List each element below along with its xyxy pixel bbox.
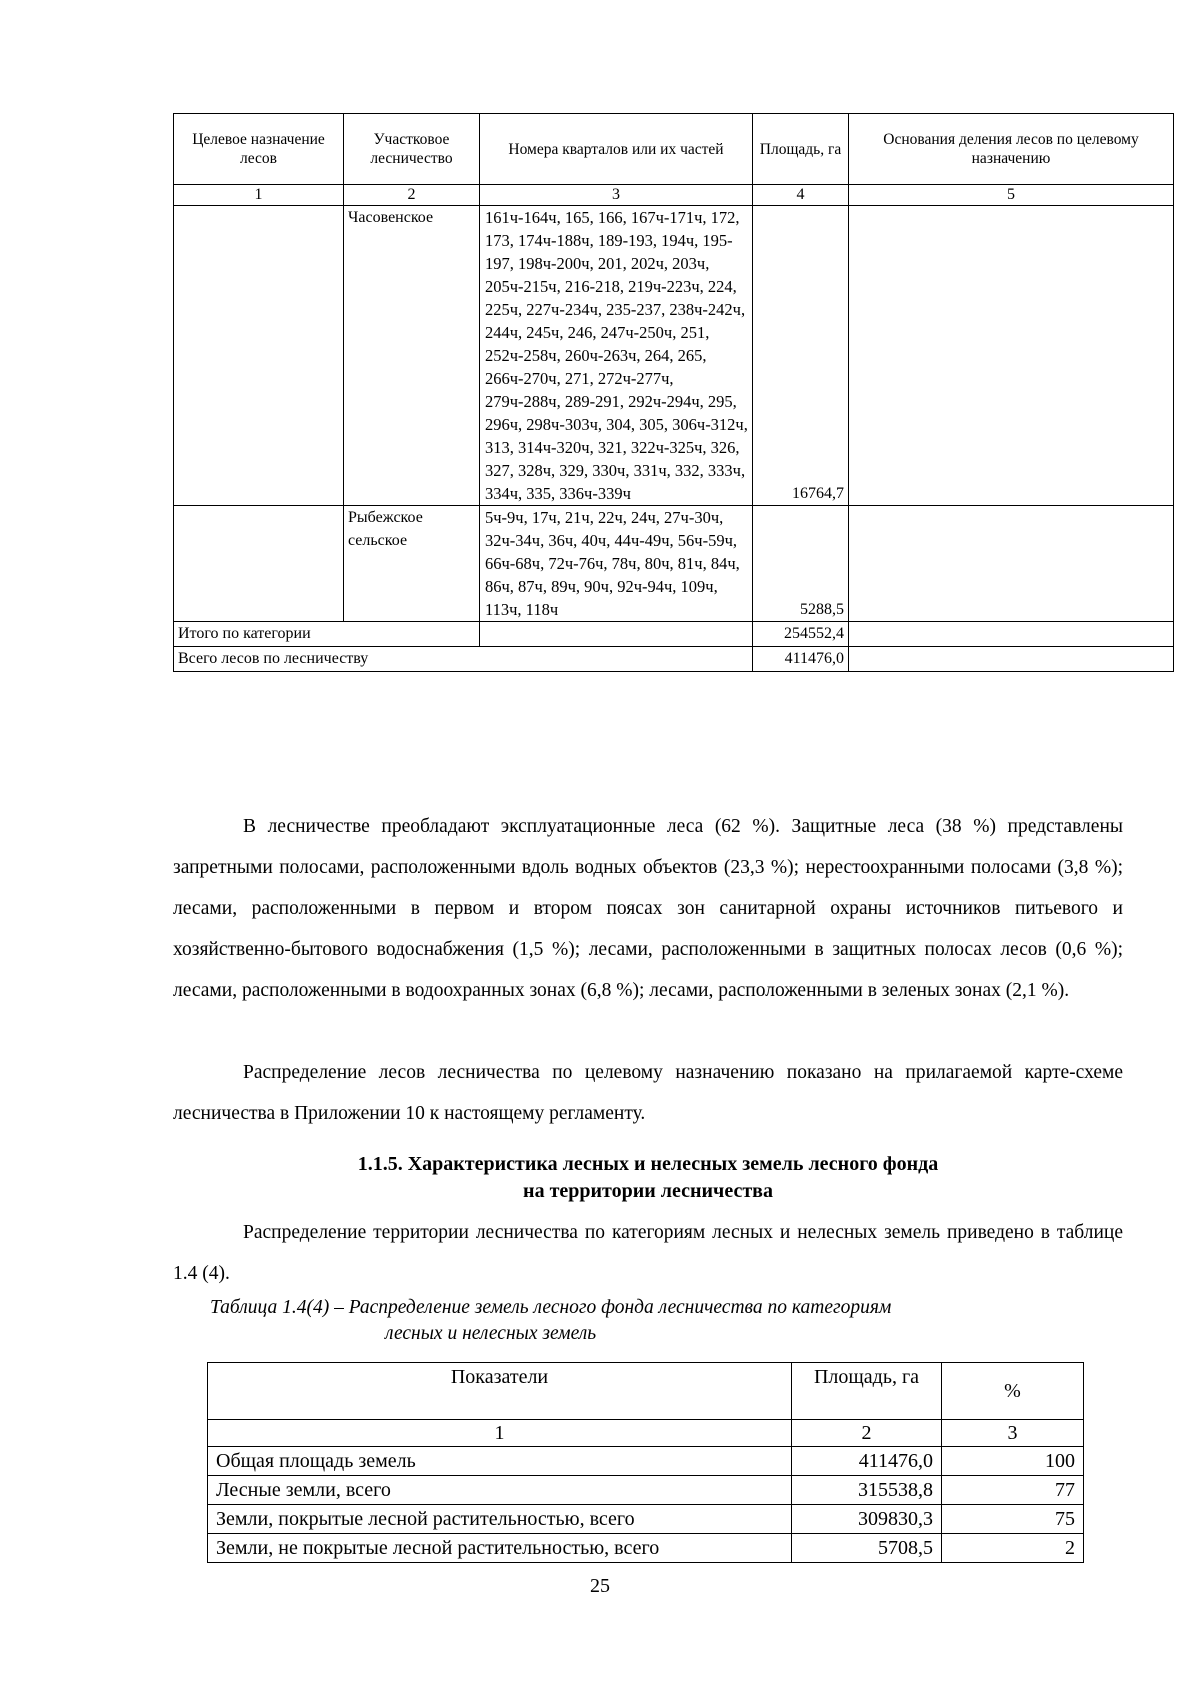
total-category-empty	[480, 622, 753, 647]
header-area: Площадь, га	[753, 114, 849, 185]
paragraph-protective-forests: В лесничестве преобладают эксплуатационные леса (62 %). Защитные леса (38 %) представлены запретными полосами, расположенными вдоль водных объектов (23,3 %); нерестоохранными полосами (3,8 %); лесами, расположенными в первом и втором поясах зон санитарной охраны источников питьевого и хозяйственно-бытового водоснабжения (1,5 %); лесами, расположенными в защитных полосах лесов (0,6 %); лесами, расположенными в водоохранных зонах (6,8 %); лесами, расположенными в зеленых зонах (2,1 %).	[173, 816, 1123, 1001]
cell-percent: 100	[942, 1447, 1084, 1476]
total-all-basis	[849, 647, 1174, 672]
cell-area: 309830,3	[792, 1505, 942, 1534]
col-number: 2	[792, 1420, 942, 1447]
table-header-row	[174, 114, 1174, 185]
section-heading-line1: 1.1.5. Характеристика лесных и нелесных земель лесного фонда	[357, 1153, 939, 1175]
paragraph-land-categories: Распределение территории лесничества по категориям лесных и нелесных земель приведено в таблице 1.4 (4).	[173, 1222, 1123, 1284]
col-number: 4	[753, 185, 849, 206]
col-number: 1	[174, 185, 344, 206]
header-purpose: Целевое назначение лесов	[174, 114, 344, 185]
col-number: 2	[344, 185, 480, 206]
cell-quarters: 161ч-164ч, 165, 166, 167ч-171ч, 172, 173, 174ч-188ч, 189-193, 194ч, 195-197, 198ч-200ч, 201, 202ч, 203ч, 205ч-215ч, 216-218, 219ч-223ч, 224, 225ч, 227ч-234ч, 235-237, 238ч-242ч, 244ч, 245ч, 246, 247ч-250ч, 251, 252ч-258ч, 260ч-263ч, 264, 265, 266ч-270ч, 271, 272ч-277ч, 279ч-288ч, 289-291, 292ч-294ч, 295, 296ч, 298ч-303ч, 304, 305, 306ч-312ч, 313, 314ч-320ч, 321, 322ч-325ч, 326, 327, 328ч, 329, 330ч, 331ч, 332, 333ч, 334ч, 335, 336ч-339ч	[480, 206, 753, 506]
total-category-row	[174, 622, 1174, 647]
total-all-row	[174, 647, 1174, 672]
header-quarters: Номера кварталов или их частей	[480, 114, 753, 185]
cell-district: Рыбежское сельское	[344, 506, 480, 622]
table-row	[208, 1447, 1084, 1476]
cell-area: 5708,5	[792, 1534, 942, 1563]
cell-basis	[849, 206, 1174, 506]
total-category-value: 254552,4	[753, 622, 849, 647]
table-row	[208, 1505, 1084, 1534]
table-row	[174, 206, 1174, 506]
col-number: 1	[208, 1420, 792, 1447]
cell-area: 16764,7	[753, 206, 849, 506]
total-all-value: 411476,0	[753, 647, 849, 672]
cell-area: 315538,8	[792, 1476, 942, 1505]
table-row	[208, 1534, 1084, 1563]
total-category-basis	[849, 622, 1174, 647]
header-percent: %	[942, 1363, 1084, 1420]
cell-basis	[849, 506, 1174, 622]
section-heading	[173, 1151, 1123, 1205]
table-row	[208, 1476, 1084, 1505]
column-number-row	[174, 185, 1174, 206]
column-number-row	[208, 1420, 1084, 1447]
land-category-table	[207, 1362, 1084, 1563]
cell-indicator: Лесные земли, всего	[208, 1476, 792, 1505]
col-number: 5	[849, 185, 1174, 206]
forest-purpose-table	[173, 113, 1174, 672]
cell-percent: 75	[942, 1505, 1084, 1534]
col-number: 3	[480, 185, 753, 206]
cell-area: 411476,0	[792, 1447, 942, 1476]
cell-quarters: 5ч-9ч, 17ч, 21ч, 22ч, 24ч, 27ч-30ч, 32ч-34ч, 36ч, 40ч, 44ч-49ч, 56ч-59ч, 66ч-68ч, 72ч-76ч, 78ч, 80ч, 81ч, 84ч, 86ч, 87ч, 89ч, 90ч, 92ч-94ч, 109ч, 113ч, 118ч	[480, 506, 753, 622]
cell-percent: 2	[942, 1534, 1084, 1563]
cell-purpose	[174, 206, 344, 506]
cell-purpose	[174, 506, 344, 622]
header-district: Участковое лесничество	[344, 114, 480, 185]
paragraph-map-reference: Распределение лесов лесничества по целевому назначению показано на прилагаемой карте-схеме лесничества в Приложении 10 к настоящему регламенту.	[173, 1062, 1123, 1124]
total-all-label: Всего лесов по лесничеству	[174, 647, 753, 672]
cell-district: Часовенское	[344, 206, 480, 506]
header-indicator: Показатели	[208, 1363, 792, 1420]
col-number: 3	[942, 1420, 1084, 1447]
header-basis: Основания деления лесов по целевому назначению	[849, 114, 1174, 185]
table-header-row	[208, 1363, 1084, 1420]
table-caption-line1: Таблица 1.4(4) – Распределение земель лесного фонда лесничества по категориям	[210, 1297, 892, 1318]
cell-indicator: Земли, покрытые лесной растительностью, всего	[208, 1505, 792, 1534]
table-caption-line2: лесных и нелесных земель	[385, 1323, 597, 1344]
table-row	[174, 506, 1174, 622]
cell-indicator: Общая площадь земель	[208, 1447, 792, 1476]
cell-percent: 77	[942, 1476, 1084, 1505]
page-number: 25	[590, 1575, 610, 1597]
table-caption	[210, 1295, 1110, 1347]
cell-area: 5288,5	[753, 506, 849, 622]
cell-indicator: Земли, не покрытые лесной растительностью, всего	[208, 1534, 792, 1563]
header-area: Площадь, га	[792, 1363, 942, 1420]
total-category-label: Итого по категории	[174, 622, 480, 647]
section-heading-line2: на территории лесничества	[523, 1180, 773, 1202]
